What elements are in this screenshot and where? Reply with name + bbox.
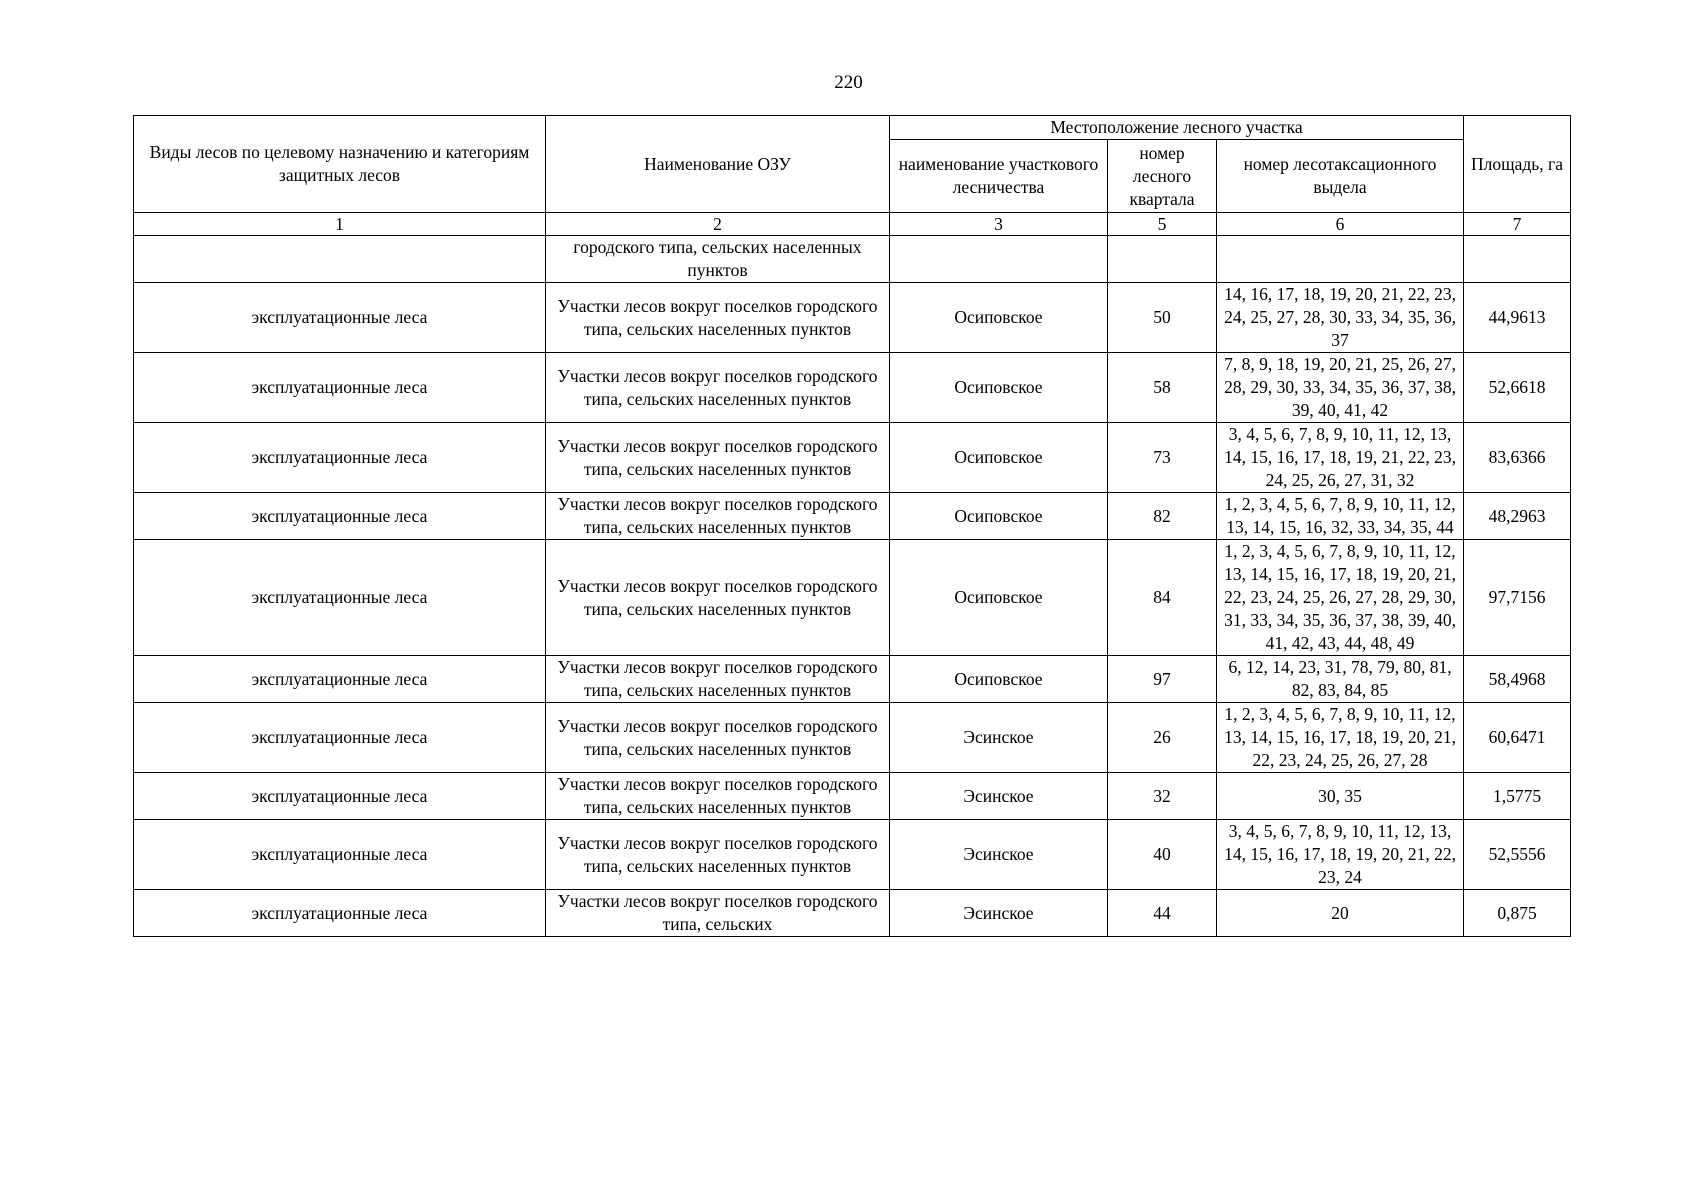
table-row	[134, 656, 1571, 703]
header-area: Площадь, га	[1464, 116, 1571, 213]
cell-forest-type: эксплуатационные леса	[134, 820, 546, 890]
cell-area: 97,7156	[1464, 540, 1571, 656]
cell-forest-type: эксплуатационные леса	[134, 283, 546, 353]
column-number: 5	[1108, 213, 1217, 236]
column-number: 3	[890, 213, 1108, 236]
cell-plots: 7, 8, 9, 18, 19, 20, 21, 25, 26, 27, 28, 29, 30, 33, 34, 35, 36, 37, 38, 39, 40, 41, 42	[1217, 353, 1464, 423]
cell-ozu-name: Участки лесов вокруг поселков городского типа, сельских населенных пунктов	[546, 703, 890, 773]
table-row	[134, 540, 1571, 656]
cell-forest-type: эксплуатационные леса	[134, 773, 546, 820]
cell-quarter: 73	[1108, 423, 1217, 493]
cell-plots: 14, 16, 17, 18, 19, 20, 21, 22, 23, 24, 25, 27, 28, 30, 33, 34, 35, 36, 37	[1217, 283, 1464, 353]
cell-quarter: 58	[1108, 353, 1217, 423]
cell-area	[1464, 236, 1571, 283]
cell-plots: 1, 2, 3, 4, 5, 6, 7, 8, 9, 10, 11, 12, 13, 14, 15, 16, 17, 18, 19, 20, 21, 22, 23, 24, 25, 26, 27, 28, 29, 30, 31, 33, 34, 35, 36, 37, 38, 39, 40, 41, 42, 43, 44, 48, 49	[1217, 540, 1464, 656]
page-number: 220	[834, 72, 863, 93]
cell-district: Осиповское	[890, 540, 1108, 656]
cell-quarter: 97	[1108, 656, 1217, 703]
cell-district: Осиповское	[890, 423, 1108, 493]
cell-plots: 20	[1217, 890, 1464, 937]
cell-plots: 6, 12, 14, 23, 31, 78, 79, 80, 81, 82, 83, 84, 85	[1217, 656, 1464, 703]
cell-district	[890, 236, 1108, 283]
cell-quarter: 44	[1108, 890, 1217, 937]
column-number: 6	[1217, 213, 1464, 236]
cell-area: 60,6471	[1464, 703, 1571, 773]
cell-area: 52,5556	[1464, 820, 1571, 890]
forest-plots-table	[133, 115, 1571, 937]
cell-forest-type: эксплуатационные леса	[134, 656, 546, 703]
cell-ozu-name: Участки лесов вокруг поселков городского типа, сельских населенных пунктов	[546, 820, 890, 890]
table-row	[134, 236, 1571, 283]
cell-area: 58,4968	[1464, 656, 1571, 703]
header-forest-type: Виды лесов по целевому назначению и категориям защитных лесов	[134, 116, 546, 213]
cell-plots: 1, 2, 3, 4, 5, 6, 7, 8, 9, 10, 11, 12, 13, 14, 15, 16, 32, 33, 34, 35, 44	[1217, 493, 1464, 540]
cell-forest-type: эксплуатационные леса	[134, 423, 546, 493]
cell-district: Эсинское	[890, 773, 1108, 820]
cell-district: Осиповское	[890, 656, 1108, 703]
table-row	[134, 353, 1571, 423]
header-district: наименование участкового лесничества	[890, 140, 1108, 213]
cell-ozu-name: Участки лесов вокруг поселков городского типа, сельских населенных пунктов	[546, 493, 890, 540]
table-row	[134, 820, 1571, 890]
table-row	[134, 423, 1571, 493]
cell-forest-type: эксплуатационные леса	[134, 890, 546, 937]
cell-district: Эсинское	[890, 890, 1108, 937]
cell-ozu-name: Участки лесов вокруг поселков городского типа, сельских	[546, 890, 890, 937]
header-ozu-name: Наименование ОЗУ	[546, 116, 890, 213]
cell-quarter: 50	[1108, 283, 1217, 353]
header-location-group: Местоположение лесного участка	[890, 116, 1464, 140]
header-quarter: номер лесного квартала	[1108, 140, 1217, 213]
cell-plots: 3, 4, 5, 6, 7, 8, 9, 10, 11, 12, 13, 14, 15, 16, 17, 18, 19, 21, 22, 23, 24, 25, 26, 27, 31, 32	[1217, 423, 1464, 493]
table-row	[134, 283, 1571, 353]
cell-plots: 1, 2, 3, 4, 5, 6, 7, 8, 9, 10, 11, 12, 13, 14, 15, 16, 17, 18, 19, 20, 21, 22, 23, 24, 25, 26, 27, 28	[1217, 703, 1464, 773]
table-row	[134, 493, 1571, 540]
table-row	[134, 890, 1571, 937]
cell-area: 0,875	[1464, 890, 1571, 937]
cell-district: Эсинское	[890, 703, 1108, 773]
column-number: 1	[134, 213, 546, 236]
cell-quarter: 32	[1108, 773, 1217, 820]
cell-forest-type: эксплуатационные леса	[134, 353, 546, 423]
column-number: 2	[546, 213, 890, 236]
cell-plots	[1217, 236, 1464, 283]
cell-ozu-name: Участки лесов вокруг поселков городского типа, сельских населенных пунктов	[546, 283, 890, 353]
column-number: 7	[1464, 213, 1571, 236]
cell-district: Осиповское	[890, 493, 1108, 540]
cell-quarter: 84	[1108, 540, 1217, 656]
table-row	[134, 773, 1571, 820]
cell-ozu-name: Участки лесов вокруг поселков городского типа, сельских населенных пунктов	[546, 353, 890, 423]
cell-area: 44,9613	[1464, 283, 1571, 353]
header-plots: номер лесотаксационного выдела	[1217, 140, 1464, 213]
column-number-row	[134, 213, 1571, 236]
cell-ozu-name: городского типа, сельских населенных пунктов	[546, 236, 890, 283]
cell-quarter	[1108, 236, 1217, 283]
cell-area: 52,6618	[1464, 353, 1571, 423]
cell-forest-type: эксплуатационные леса	[134, 493, 546, 540]
table-row	[134, 703, 1571, 773]
header-row-top	[134, 116, 1571, 140]
cell-forest-type: эксплуатационные леса	[134, 540, 546, 656]
cell-area: 1,5775	[1464, 773, 1571, 820]
cell-quarter: 26	[1108, 703, 1217, 773]
cell-area: 48,2963	[1464, 493, 1571, 540]
cell-ozu-name: Участки лесов вокруг поселков городского типа, сельских населенных пунктов	[546, 540, 890, 656]
cell-ozu-name: Участки лесов вокруг поселков городского типа, сельских населенных пунктов	[546, 656, 890, 703]
cell-forest-type	[134, 236, 546, 283]
cell-district: Осиповское	[890, 283, 1108, 353]
cell-district: Осиповское	[890, 353, 1108, 423]
cell-quarter: 82	[1108, 493, 1217, 540]
cell-forest-type: эксплуатационные леса	[134, 703, 546, 773]
cell-district: Эсинское	[890, 820, 1108, 890]
cell-quarter: 40	[1108, 820, 1217, 890]
cell-plots: 30, 35	[1217, 773, 1464, 820]
cell-ozu-name: Участки лесов вокруг поселков городского типа, сельских населенных пунктов	[546, 423, 890, 493]
cell-area: 83,6366	[1464, 423, 1571, 493]
cell-ozu-name: Участки лесов вокруг поселков городского типа, сельских населенных пунктов	[546, 773, 890, 820]
cell-plots: 3, 4, 5, 6, 7, 8, 9, 10, 11, 12, 13, 14, 15, 16, 17, 18, 19, 20, 21, 22, 23, 24	[1217, 820, 1464, 890]
